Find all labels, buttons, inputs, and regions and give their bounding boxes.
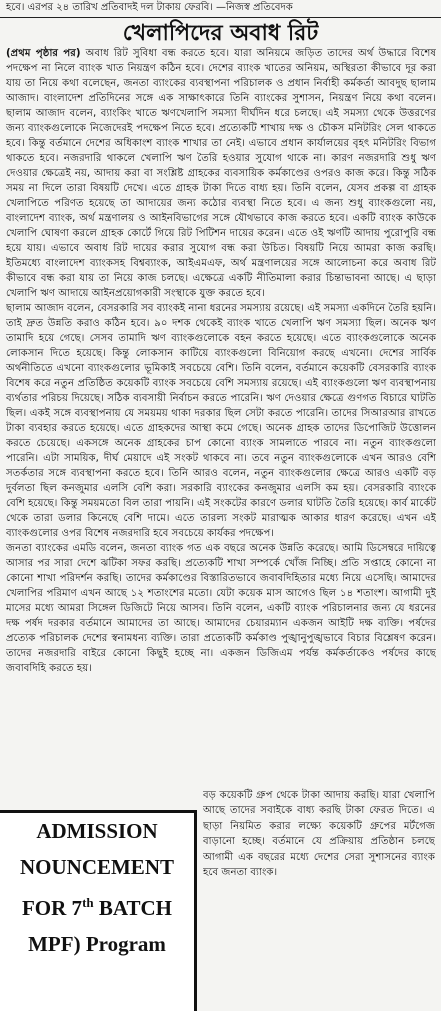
ad-line-3-sup: th (82, 895, 94, 910)
ad-line-3-pre: FOR 7 (21, 896, 83, 920)
ad-line-4: MPF) Program (28, 932, 166, 956)
ad-line-3-post: BATCH (93, 896, 172, 920)
lead-label: (প্রথম পৃষ্ঠার পর) (6, 48, 81, 59)
paragraph-3: জনতা ব্যাংকের এমডি বলেন, জনতা ব্যাংক গত এক বছরে অনেক উন্নতি করেছে। আমি ডিসেম্বরে দায়িত্বে আসার পর সারা দেশে ঝটিকা সফর করছি। প্রত্যেকটি শাখা সম্পর্কে খোঁজ নিচ্ছি। প্রতি সপ্তাহে কোনো না কোনো শাখা পরিদর্শন করছি। তাদের কর্মকাণ্ডের বিস্তারিতভাবে জবাবদিহিতার মধ্যে নিয়ে এসেছি। আমাদের খেলাপির পরিমাণ এখন আছে ১২ শতাংশের মতো। যেটা কয়েক মাস আগেও ছিল ১৪ শতাংশ। আগামী দুই মাসের মধ্যে আমরা সিঙ্গেল ডিজিটে নিয়ে আসব। তিনি বলেন, একটি ব্যাংক পরিচালনার জন্য যে ধরনের দক্ষ পর্ষদ দরকার বর্তমানে আমাদের তা আছে। আমাদের চেয়ারম্যান একজন আইটি দক্ষ ব্যক্তি। পর্ষদের প্রত্যেক পরিচালক দেশের স্বনামধন্য ব্যক্তি। তারা প্রত্যেকটি কর্মকাণ্ড পুঙ্খানুপুঙ্খভাবে বিচার বিশ্লেষণ করেন। তাদের নজরদারি বাইরে কোনো কিছুই হচ্ছে না। একজন ডিজিএম পর্যন্ত কর্মকর্তাকেও পর্ষদের কাছে জবাবদিহি করতে হয়। (6, 543, 436, 674)
continuation-text: বড় কয়েকটি গ্রুপ থেকে টাকা আদায় করছি। যারা খেলাপি আছে তাদের সবাইকে বাধ্য করছি টাকা ফেরত দিতে। এ ছাড়া নিয়মিত করার লক্ষ্যে কয়েকটি গ্রুপের মর্টগেজ বাড়ানো হচ্ছে। বর্তমানে যে প্রক্রিয়ায় প্রতিষ্ঠান চলছে আগামী এক বছরের মধ্যে দেশের সেরা সুশাসনের ব্যাংক হবে জনতা ব্যাংক। (203, 790, 435, 879)
top-teaser: হবে। এরপর ২৪ তারিখ প্রতিবাদই দল টাকায় ফেরবি। —নিজস্ব প্রতিবেদক (6, 2, 293, 13)
article-continuation (203, 788, 435, 1004)
ad-line-3 (0, 885, 194, 926)
paragraph-2: ছালাম আজাদ বলেন, বেসরকারি সব ব্যাংকই নানা ধরনের সমস্যায় রয়েছে। এই সমস্যা একদিনে তৈরি হয়নি। তাই দ্রুত উন্নতি করাও কঠিন হবে। ৯০ দশক থেকেই ব্যাংক খাতে খেলাপি ঋণ সমস্যা ছিল। অনেক ঋণ তামাদি হয়ে গেছে। সেসব তামাদি ঋণ ব্যাংকগুলোকে বহন করতে হয়েছে। এতে ব্যাংকগুলোকে অনেক লোকসান দিতে হয়েছে। কিন্তু লোকসান কাটিয়ে ব্যাংকগুলো বিনিয়োগ করছে এখনো। দেশের সার্বিক অর্থনীতিতে এখনো ব্যাংকগুলোর ভূমিকাই সবচেয়ে বেশি। তিনি বলেন, বর্তমানে কয়েকটি বেসরকারি ব্যাংক বিশেষ করে নতুন প্রতিষ্ঠিত কয়েকটি ব্যাংক সবচেয়ে বেশি সমস্যায় রয়েছে। এই ব্যাংকগুলো ঋণ ব্যবস্থাপনায় ব্যর্থতার পরিচয় দিয়েছে। সঠিক ব্যবসায়ী নির্বাচন করতে পারেনি। ঋণ দেওয়ার ক্ষেত্রে গুণগত বিচারে ঘাটতি ছিল। একই সঙ্গে ব্যবস্থাপনায় যে সময়ময় থাকা দরকার ছিল সেটা করতে পারেনি। তাদের সিআরআর রাখতে টাকা ব্যবহার করতে হয়েছে। এতে গ্রাহকদের আস্থা কমে গেছে। অনেক গ্রাহক তাদের ডিপোজিট উত্তোলন করতে চেয়েছে। একসঙ্গে অনেক গ্রাহকের চাপ কোনো ব্যাংক সামলাতে পারবে না। নতুন ব্যাংকগুলো পারেনি। এটা সাময়িক, দীর্ঘ মেয়াদে এই সংকট থাকবে না। তবে নতুন ব্যাংকগুলোকে এখন আরও বেশি সতর্কতার সঙ্গে ব্যবস্থাপনা করতে হবে। তিনি আরও বলেন, নতুন ব্যাংকগুলোর ক্ষেত্রে আরও একটি বড় দুর্বলতা ছিল কনজুমার এলসি বেশি করা। সরকারি ব্যাংকের কনজুমার এলসি কম হয়। বেসরকারি ব্যাংকে বেশি হয়েছে। কিন্তু সময়মতো বিল তারা পায়নি। এই সংকটের কারণে ডলার ঘাটতি তৈরি হয়েছে। কার্ব মার্কেট থেকে তারা ডলার কিনেছে বেশি দামে। এতে তারল্য সংকট মারাত্মক আকার ধারণ করেছে। এখন এই ব্যাংকগুলোর ওপর বিশেষ নজরদারি হবে সবচেয়ে কার্যকর পদক্ষেপ। (6, 303, 436, 539)
ad-line-2: NOUNCEMENT (19, 855, 174, 879)
article-body (6, 46, 436, 786)
paragraph-1-text: অবাধ রিট সুবিধা বন্ধ করতে হবে। যারা অনিয়মে জড়িত তাদের অর্থ উদ্ধারে বিশেষ পদক্ষেপ না নিলে ব্যাংক খাত নিয়ন্ত্রণ কঠিন হবে। দেশের ব্যাংক খাতের অনিয়ম, অস্থিরতা কীভাবে দূর করা যায় তা নিয়ে কথা বলেছেন, জনতা ব্যাংকের ব্যবস্থাপনা পরিচালক ও প্রধান নির্বাহী কর্মকর্তা আবদুছ ছালাম আজাদ। বাংলাদেশ প্রতিদিনের সঙ্গে এক সাক্ষাৎকারে তিনি ব্যাংকের সুশাসন, নিয়ন্ত্রণ নিয়ে কথা বলেন। ছালাম আজাদ বলেন, ব্যাংকিং খাতে ঋণখেলাপি সমস্যা দীর্ঘদিন ধরে চলছে। এই সমস্যা থেকে উত্তরণের জন্য ব্যাংকগুলোকে নিজেদেরই পদক্ষেপ নিতে হবে। প্রত্যেকটি শাখায় দক্ষ ও চৌকস মনিটরিং সেল থাকতে হবে। কিন্তু বর্তমানে দেশের অধিকাংশ ব্যাংক শাখার তা নেই। এভাবে প্রধান কার্যালয়ের বৃহৎ মনিটরিং বিভাগ থাকতে হবে। নজরদারি থাকলে খেলাপি ঋণ তৈরি হওয়ার সুযোগ থাকে না। কারণ নজরদারি শুধু ঋণ দেওয়ার ক্ষেত্রেই নয়, আদায় করা বা সংশ্লিষ্ট গ্রাহকের ব্যবসায়িক কর্মকাণ্ডের ওপরও কাজ করে। কিন্তু সঠিক সময় না দিলে তারা বিষয়টি দেখে। এতে গ্রাহক টাকা দিতে বাধ্য হয়। তিনি বলেন, যেসব প্রকল্প বা গ্রাহক খেলাপিতে পরিণত হয়েছে তা আদায়ের জন্য কঠোর ব্যবস্থা নিতে হবে। এ জন্য শুধু ব্যাংকগুলো নয়, বাংলাদেশ ব্যাংক, অর্থ মন্ত্রণালয় ও আইনবিভাগের সঙ্গে যৌথভাবে কাজ করতে হবে। একটি ব্যাংক কাউকে খেলাপি ঘোষণা করলে গ্রাহক কোর্টে গিয়ে রিট পিটিশন দায়ের করেন। এতে ওই ঋণটি আদায় পুরোপুরি বন্ধ হয়ে যায়। এভাবে অবাধ রিট দায়ের করার সুযোগ বন্ধ করা উচিত। বিষয়টি নিয়ে আমরা কাজ করছি। ইতিমধ্যে বাংলাদেশ ব্যাংকসহ বিশ্বব্যাংক, আইএমএফ, অর্থ মন্ত্রণালয়ের সঙ্গে আলোচনা করে অবাধ রিট কীভাবে বন্ধ করা যায় তা নিয়ে কাজ চলছে। এক্ষেত্রে একটি নীতিমালা করার চিন্তাভাবনা আছে। এ ছাড়া খেলাপি ঋণ আদায়ে আইনপ্রয়োগকারী সংস্থাকে যুক্ত করতে হবে। (6, 48, 436, 299)
ad-line-1: ADMISSION (36, 819, 158, 843)
paragraph-1 (6, 46, 436, 301)
admission-ad (0, 810, 197, 1011)
article-headline: খেলাপিদের অবাধ রিট (122, 20, 319, 46)
